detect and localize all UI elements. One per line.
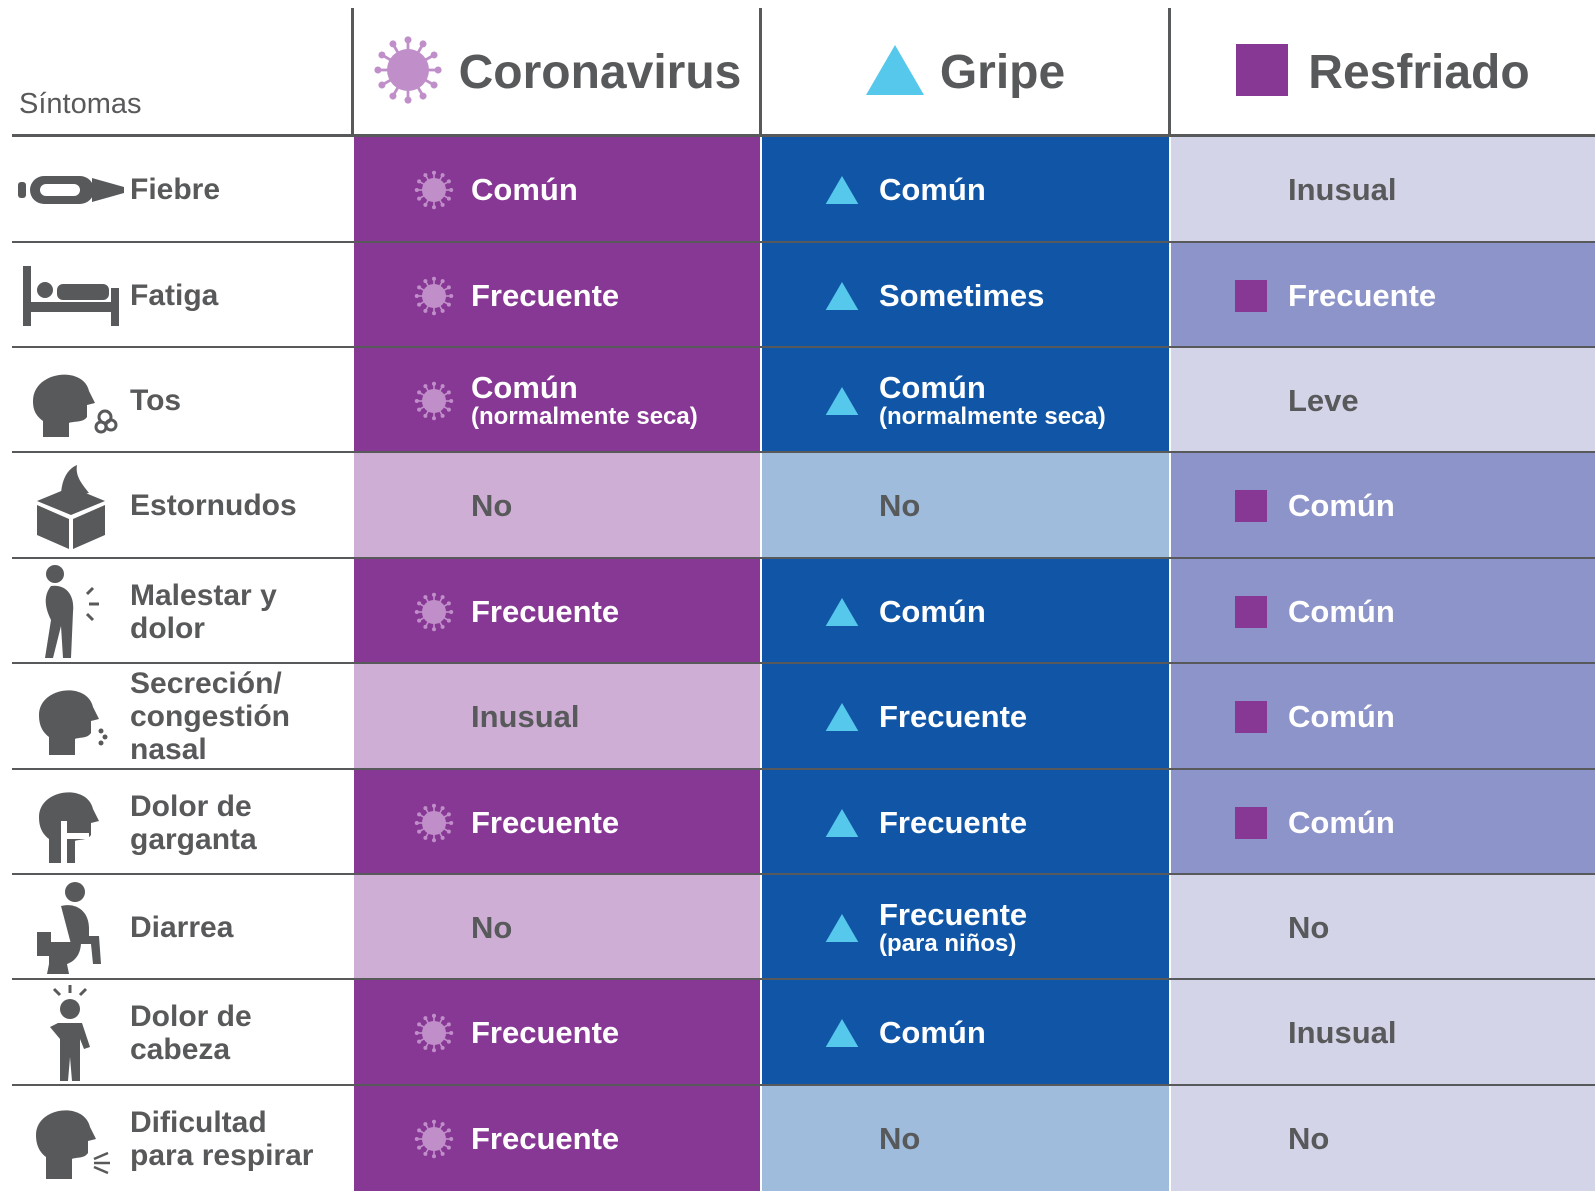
square-icon bbox=[1226, 701, 1276, 733]
cell-value-text: No bbox=[1288, 909, 1330, 945]
back-pain-icon bbox=[12, 559, 130, 664]
column-divider bbox=[1169, 770, 1171, 875]
symptom-cell bbox=[12, 770, 352, 875]
triangle-icon bbox=[817, 703, 867, 731]
column-divider bbox=[1169, 453, 1171, 558]
gripe-cell bbox=[762, 137, 1169, 242]
cell-value bbox=[879, 896, 1028, 957]
cell-value bbox=[1288, 1120, 1330, 1156]
cell-value bbox=[1288, 593, 1395, 629]
table-row bbox=[0, 243, 1595, 348]
thermometer-icon bbox=[12, 137, 130, 242]
triangle-icon bbox=[866, 45, 924, 100]
column-header-resfriado bbox=[1171, 10, 1595, 135]
bed-icon bbox=[12, 243, 130, 348]
cell-value bbox=[1288, 804, 1395, 840]
cell-value bbox=[471, 1014, 620, 1050]
gripe-cell bbox=[762, 664, 1169, 769]
cell-value-text: Frecuente bbox=[1288, 277, 1437, 313]
cell-value-text: Frecuente bbox=[879, 698, 1028, 734]
column-divider bbox=[760, 243, 762, 348]
cell-value-text: Inusual bbox=[1288, 171, 1397, 207]
cell-value bbox=[1288, 171, 1397, 207]
resfriado-cell bbox=[1171, 243, 1595, 348]
cell-value-text: Inusual bbox=[1288, 1014, 1397, 1050]
gripe-cell bbox=[762, 770, 1169, 875]
symptom-label: Secreción/ congestión nasal bbox=[130, 667, 291, 766]
gripe-cell bbox=[762, 348, 1169, 453]
virus-icon bbox=[409, 170, 459, 210]
cell-value bbox=[879, 698, 1028, 734]
resfriado-cell bbox=[1171, 137, 1595, 242]
gripe-cell bbox=[762, 453, 1169, 558]
table-row bbox=[0, 664, 1595, 769]
resfriado-cell bbox=[1171, 980, 1595, 1085]
virus-icon bbox=[409, 1119, 459, 1159]
cell-value-text: Común bbox=[879, 171, 986, 207]
symptom-label: Fiebre bbox=[130, 173, 221, 206]
cell-value bbox=[1288, 277, 1437, 313]
cell-value bbox=[879, 593, 986, 629]
cell-value-text: No bbox=[879, 487, 921, 523]
symptom-cell bbox=[12, 137, 352, 242]
cell-value-text: No bbox=[471, 487, 513, 523]
gripe-cell bbox=[762, 559, 1169, 664]
virus-icon bbox=[409, 592, 459, 632]
triangle-icon bbox=[817, 598, 867, 626]
triangle-icon bbox=[817, 282, 867, 310]
symptom-cell bbox=[12, 559, 352, 664]
symptom-cell bbox=[12, 980, 352, 1085]
sore-throat-icon bbox=[12, 770, 130, 875]
symptom-label: Malestar y dolor bbox=[130, 578, 277, 645]
gripe-cell bbox=[762, 243, 1169, 348]
covid-cell bbox=[354, 980, 760, 1085]
square-icon bbox=[1226, 596, 1276, 628]
triangle-icon bbox=[817, 387, 867, 415]
resfriado-cell bbox=[1171, 875, 1595, 980]
symptom-cell bbox=[12, 348, 352, 453]
triangle-icon bbox=[817, 809, 867, 837]
gripe-cell bbox=[762, 980, 1169, 1085]
cell-value bbox=[1288, 698, 1395, 734]
square-icon bbox=[1226, 490, 1276, 522]
table-row bbox=[0, 770, 1595, 875]
column-divider bbox=[1169, 664, 1171, 769]
cell-value bbox=[471, 487, 513, 523]
cell-value bbox=[1288, 487, 1395, 523]
cell-value bbox=[471, 171, 578, 207]
column-title: Coronavirus bbox=[458, 46, 742, 99]
cell-value bbox=[879, 277, 1045, 313]
covid-cell bbox=[354, 664, 760, 769]
column-divider bbox=[1169, 137, 1171, 242]
column-divider bbox=[760, 453, 762, 558]
resfriado-cell bbox=[1171, 664, 1595, 769]
square-icon bbox=[1236, 44, 1288, 101]
covid-cell bbox=[354, 348, 760, 453]
column-divider bbox=[760, 770, 762, 875]
square-icon bbox=[1226, 280, 1276, 312]
cell-value bbox=[471, 369, 698, 430]
virus-icon bbox=[409, 803, 459, 843]
cell-value-text: Común bbox=[1288, 593, 1395, 629]
cell-value-text: Frecuente bbox=[471, 277, 620, 313]
symptom-label: Dificultad para respirar bbox=[130, 1105, 314, 1172]
column-title: Resfriado bbox=[1308, 46, 1530, 99]
virus-icon bbox=[409, 381, 459, 421]
covid-cell bbox=[354, 243, 760, 348]
cell-value bbox=[471, 698, 580, 734]
cell-note: (normalmente seca) bbox=[879, 402, 1106, 430]
cell-value-text: Frecuente bbox=[471, 1014, 620, 1050]
cell-value-text: Común bbox=[879, 369, 986, 405]
cell-value-text: Frecuente bbox=[471, 593, 620, 629]
table-row bbox=[0, 980, 1595, 1085]
cell-value-text: No bbox=[471, 909, 513, 945]
covid-cell bbox=[354, 1086, 760, 1191]
gripe-cell bbox=[762, 875, 1169, 980]
symptom-label: Estornudos bbox=[130, 489, 297, 522]
breathing-icon bbox=[12, 1086, 130, 1191]
runny-nose-icon bbox=[12, 664, 130, 769]
resfriado-cell bbox=[1171, 559, 1595, 664]
cough-icon bbox=[12, 348, 130, 453]
column-header-gripe bbox=[762, 10, 1169, 135]
cell-value-text: Común bbox=[1288, 804, 1395, 840]
column-divider bbox=[760, 875, 762, 980]
column-divider bbox=[1169, 1086, 1171, 1191]
cell-value bbox=[879, 1014, 986, 1050]
table-row bbox=[0, 453, 1595, 558]
column-divider bbox=[760, 980, 762, 1085]
cell-value bbox=[1288, 382, 1359, 418]
cell-value-text: Común bbox=[879, 1014, 986, 1050]
column-divider bbox=[760, 137, 762, 242]
triangle-icon bbox=[817, 176, 867, 204]
symptom-label: Tos bbox=[130, 384, 182, 417]
virus-icon bbox=[373, 35, 443, 110]
cell-note: (normalmente seca) bbox=[471, 402, 698, 430]
covid-cell bbox=[354, 559, 760, 664]
tissue-box-icon bbox=[12, 453, 130, 558]
cell-value-text: No bbox=[1288, 1120, 1330, 1156]
resfriado-cell bbox=[1171, 1086, 1595, 1191]
cell-value-text: No bbox=[879, 1120, 921, 1156]
cell-value bbox=[1288, 1014, 1397, 1050]
symptom-cell bbox=[12, 243, 352, 348]
symptom-cell bbox=[12, 453, 352, 558]
table-row bbox=[0, 1086, 1595, 1191]
covid-cell bbox=[354, 137, 760, 242]
symptom-label: Dolor de garganta bbox=[130, 789, 257, 856]
cell-note: (para niños) bbox=[879, 929, 1017, 957]
cell-value-text: Frecuente bbox=[471, 1120, 620, 1156]
triangle-icon bbox=[817, 1019, 867, 1047]
cell-value bbox=[879, 1120, 921, 1156]
column-title: Gripe bbox=[939, 46, 1066, 99]
covid-cell bbox=[354, 453, 760, 558]
cell-value-text: Sometimes bbox=[879, 277, 1045, 313]
column-divider bbox=[760, 664, 762, 769]
symptom-cell bbox=[12, 1086, 352, 1191]
column-divider bbox=[760, 348, 762, 453]
column-divider bbox=[760, 559, 762, 664]
cell-value-text: Común bbox=[471, 369, 578, 405]
symptom-cell bbox=[12, 875, 352, 980]
cell-value-text: Frecuente bbox=[879, 896, 1028, 932]
virus-icon bbox=[409, 276, 459, 316]
toilet-icon bbox=[12, 875, 130, 980]
headache-icon bbox=[12, 980, 130, 1085]
resfriado-cell bbox=[1171, 453, 1595, 558]
column-header-coronavirus bbox=[354, 10, 760, 135]
cell-value-text: Frecuente bbox=[879, 804, 1028, 840]
table-row bbox=[0, 348, 1595, 453]
cell-value bbox=[471, 593, 620, 629]
symptoms-column-header: Síntomas bbox=[19, 88, 142, 120]
covid-cell bbox=[354, 770, 760, 875]
cell-value bbox=[879, 369, 1106, 430]
table-row bbox=[0, 137, 1595, 242]
cell-value-text: Inusual bbox=[471, 698, 580, 734]
cell-value bbox=[471, 804, 620, 840]
symptom-label: Dolor de cabeza bbox=[130, 999, 252, 1066]
column-divider bbox=[1169, 980, 1171, 1085]
cell-value bbox=[471, 1120, 620, 1156]
cell-value bbox=[1288, 909, 1330, 945]
symptom-label: Fatiga bbox=[130, 279, 219, 312]
column-divider bbox=[1169, 348, 1171, 453]
cell-value bbox=[471, 909, 513, 945]
cell-value bbox=[879, 487, 921, 523]
cell-value bbox=[879, 804, 1028, 840]
cell-value-text: Común bbox=[1288, 698, 1395, 734]
column-divider bbox=[760, 1086, 762, 1191]
cell-value-text: Común bbox=[1288, 487, 1395, 523]
cell-value-text: Frecuente bbox=[471, 804, 620, 840]
cell-value-text: Leve bbox=[1288, 382, 1359, 418]
cell-value bbox=[471, 277, 620, 313]
symptom-label: Diarrea bbox=[130, 911, 234, 944]
resfriado-cell bbox=[1171, 770, 1595, 875]
cell-value-text: Común bbox=[879, 593, 986, 629]
symptom-cell bbox=[12, 664, 352, 769]
column-divider bbox=[1169, 243, 1171, 348]
column-divider bbox=[1169, 875, 1171, 980]
column-divider bbox=[1169, 559, 1171, 664]
covid-cell bbox=[354, 875, 760, 980]
cell-value-text: Común bbox=[471, 171, 578, 207]
resfriado-cell bbox=[1171, 348, 1595, 453]
triangle-icon bbox=[817, 914, 867, 942]
square-icon bbox=[1226, 807, 1276, 839]
table-row bbox=[0, 875, 1595, 980]
cell-value bbox=[879, 171, 986, 207]
gripe-cell bbox=[762, 1086, 1169, 1191]
virus-icon bbox=[409, 1013, 459, 1053]
table-row bbox=[0, 559, 1595, 664]
